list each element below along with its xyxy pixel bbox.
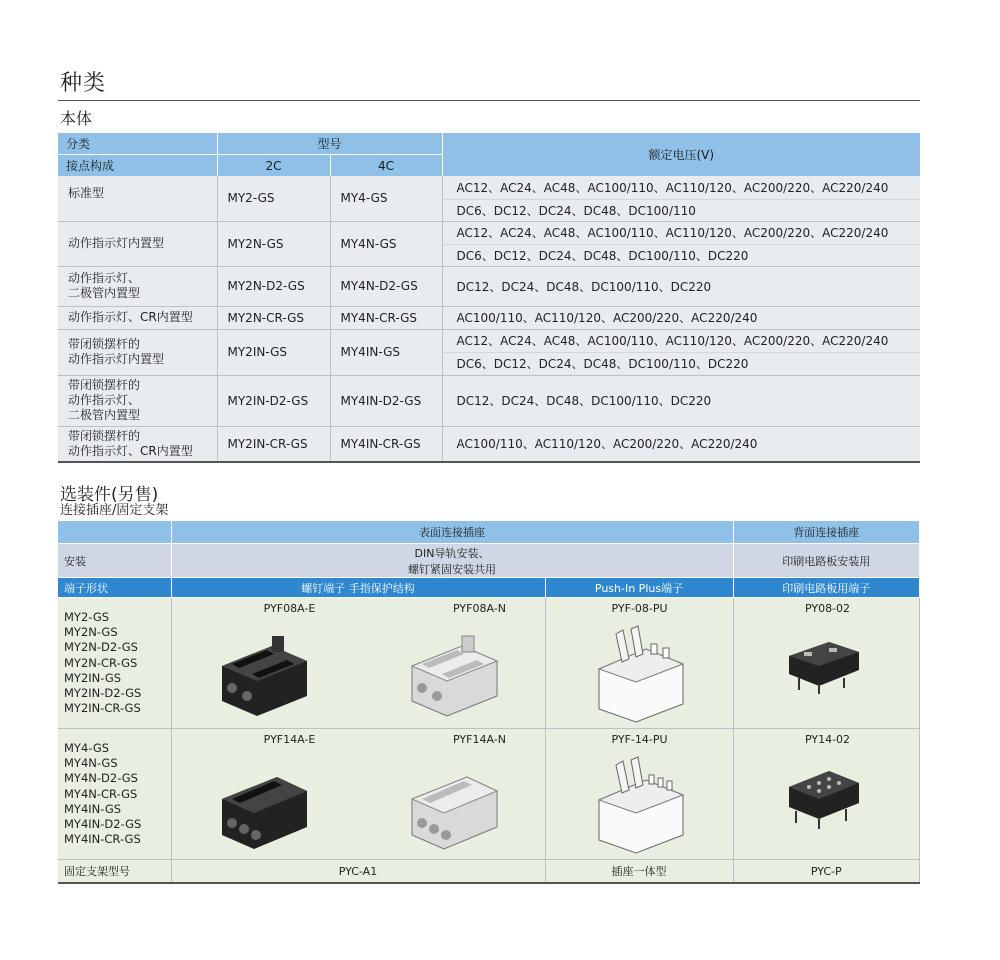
acc-install-surface-line: DIN导轨安装、 <box>414 546 490 560</box>
socket-label: PY14-02 <box>804 733 851 746</box>
header-4c: 4C <box>330 155 442 177</box>
section-options-subheading: 连接插座/固定支架 <box>60 503 169 518</box>
compatible-model: MY4N-CR-GS <box>64 786 138 801</box>
row-voltage-dc: DC6、DC12、DC24、DC48、DC100/110、DC220 <box>442 244 920 266</box>
socket-image-pushin <box>591 624 691 724</box>
acc-term-push: Push-In Plus端子 <box>545 578 733 598</box>
table-row <box>58 375 920 426</box>
row-model-2c: MY2IN-D2-GS <box>217 375 330 426</box>
acc-install-label: 安装 <box>58 544 171 578</box>
acc-terminal-label: 端子形状 <box>58 578 171 598</box>
acc-header-surface: 表面连接插座 <box>171 521 733 544</box>
header-contact: 接点构成 <box>58 155 217 177</box>
header-category: 分类 <box>58 133 217 155</box>
compatible-model: MY4N-D2-GS <box>64 771 138 786</box>
socket-image-gray <box>402 626 502 718</box>
section-options-heading: 选装件(另售) <box>60 485 159 505</box>
title-divider <box>58 100 920 101</box>
compatible-model: MY2IN-CR-GS <box>64 701 141 716</box>
row-voltage-dc: DC6、DC12、DC24、DC48、DC100/110 <box>442 199 920 221</box>
acc-screw-cell <box>171 598 545 729</box>
acc-bracket-pcb: PYC-P <box>733 860 920 884</box>
row-name <box>58 426 217 462</box>
row-model-4c: MY4IN-CR-GS <box>330 426 442 462</box>
row-name-line: 二极管内置型 <box>68 408 141 422</box>
socket-label: PYF08A-N <box>453 602 506 615</box>
row-name-line: 带闭锁摆杆的 <box>68 378 141 392</box>
row-model-4c: MY4N-CR-GS <box>330 306 442 329</box>
compatible-model: MY4IN-GS <box>64 801 122 816</box>
table-row <box>58 729 920 860</box>
row-name-line: 动作指示灯内置型 <box>68 352 165 366</box>
row-voltage-ac: AC100/110、AC110/120、AC200/220、AC220/240 <box>442 306 920 329</box>
table-row <box>58 176 920 199</box>
socket-label: PYF08A-E <box>263 602 316 615</box>
row-voltage-dc: DC6、DC12、DC24、DC48、DC100/110、DC220 <box>442 352 920 375</box>
row-model-2c: MY2N-GS <box>217 221 330 266</box>
compatible-model: MY2N-GS <box>64 625 118 640</box>
row-name: 动作指示灯、CR内置型 <box>58 306 217 329</box>
socket-label: PYF14A-E <box>263 733 316 746</box>
row-voltage-dc: DC12、DC24、DC48、DC100/110、DC220 <box>442 375 920 426</box>
row-name: 动作指示灯内置型 <box>58 221 217 266</box>
row-name-line: 动作指示灯、CR内置型 <box>68 443 193 458</box>
row-name-line: 动作指示灯、 <box>68 393 141 407</box>
acc-bracket-label: 固定支架型号 <box>58 860 171 884</box>
table-row <box>58 860 920 884</box>
acc-install-surface-line: 螺钉紧固安装共用 <box>408 562 496 576</box>
row-voltage-ac: AC100/110、AC110/120、AC200/220、AC220/240 <box>442 426 920 462</box>
table-row <box>58 221 920 244</box>
section-body-heading: 本体 <box>60 109 93 128</box>
row-model-2c: MY2N-CR-GS <box>217 306 330 329</box>
socket-image-pcb <box>784 763 864 829</box>
acc-term-pcb: 印刷电路板用端子 <box>733 578 920 598</box>
acc-header-back: 背面连接插座 <box>733 521 920 544</box>
socket-image-black <box>212 759 312 851</box>
accessories-table <box>58 521 920 884</box>
compatible-model: MY2N-D2-GS <box>64 640 138 655</box>
page-title: 种类 <box>60 71 107 96</box>
acc-push-cell <box>545 729 733 860</box>
compatible-model: MY4-GS <box>64 741 110 755</box>
table-row <box>58 266 920 306</box>
row-model-2c: MY2-GS <box>217 176 330 221</box>
row-name-line: 动作指示灯、 <box>68 271 141 285</box>
socket-label: PY08-02 <box>804 602 851 615</box>
row-model-2c: MY2N-D2-GS <box>217 266 330 306</box>
acc-install-back: 印刷电路板安装用 <box>733 544 920 578</box>
header-2c: 2C <box>217 155 330 177</box>
row-name <box>58 375 217 426</box>
row-model-4c: MY4N-GS <box>330 221 442 266</box>
row-name-line: 带闭锁摆杆的 <box>68 428 141 443</box>
acc-pcb-cell <box>733 598 920 729</box>
compatible-model: MY4IN-CR-GS <box>64 832 141 847</box>
socket-label: PYF-08-PU <box>611 602 668 615</box>
relay-types-table <box>58 133 920 463</box>
row-name: 标准型 <box>58 176 217 221</box>
compatible-model: MY2IN-GS <box>64 670 122 685</box>
header-model: 型号 <box>217 133 442 155</box>
socket-label: PYF-14-PU <box>611 733 668 746</box>
acc-term-screw: 螺钉端子 手指保护结构 <box>171 578 545 598</box>
socket-label: PYF14A-N <box>453 733 506 746</box>
row-model-4c: MY4IN-GS <box>330 329 442 375</box>
row-model-4c: MY4N-D2-GS <box>330 266 442 306</box>
row-model-2c: MY2IN-CR-GS <box>217 426 330 462</box>
socket-image-pcb <box>784 634 864 694</box>
row-voltage-ac: AC12、AC24、AC48、AC100/110、AC110/120、AC200/220、AC220/240 <box>442 329 920 352</box>
acc-bracket-screw: PYC-A1 <box>171 860 545 884</box>
row-model-2c: MY2IN-GS <box>217 329 330 375</box>
row-name-line: 带闭锁摆杆的 <box>68 337 141 351</box>
row-name-line: 二极管内置型 <box>68 286 141 300</box>
acc-pcb-cell <box>733 729 920 860</box>
compatible-model: MY2IN-D2-GS <box>64 686 142 701</box>
compatible-model: MY4IN-D2-GS <box>64 817 142 832</box>
table-row <box>58 598 920 729</box>
header-voltage: 额定电压(V) <box>442 133 920 176</box>
acc-screw-cell <box>171 729 545 860</box>
table-row <box>58 306 920 329</box>
row-model-4c: MY4-GS <box>330 176 442 221</box>
acc-bracket-push: 插座一体型 <box>545 860 733 884</box>
row-voltage-ac: AC12、AC24、AC48、AC100/110、AC110/120、AC200/220、AC220/240 <box>442 221 920 244</box>
row-name <box>58 329 217 375</box>
row-voltage-dc: DC12、DC24、DC48、DC100/110、DC220 <box>442 266 920 306</box>
acc-install-surface <box>171 544 733 578</box>
table-row <box>58 426 920 462</box>
compatible-model: MY4N-GS <box>64 756 118 771</box>
socket-image-pushin <box>591 755 691 855</box>
row-model-4c: MY4IN-D2-GS <box>330 375 442 426</box>
socket-image-black <box>212 626 312 718</box>
table-row <box>58 329 920 352</box>
acc-push-cell <box>545 598 733 729</box>
acc-header-blank <box>58 521 171 544</box>
compatible-model: MY2-GS <box>64 610 110 624</box>
socket-image-gray <box>402 759 502 851</box>
acc-models-2c <box>58 598 171 729</box>
compatible-model: MY2N-CR-GS <box>64 655 138 670</box>
row-voltage-ac: AC12、AC24、AC48、AC100/110、AC110/120、AC200/220、AC220/240 <box>442 176 920 199</box>
row-name <box>58 266 217 306</box>
acc-models-4c <box>58 729 171 860</box>
